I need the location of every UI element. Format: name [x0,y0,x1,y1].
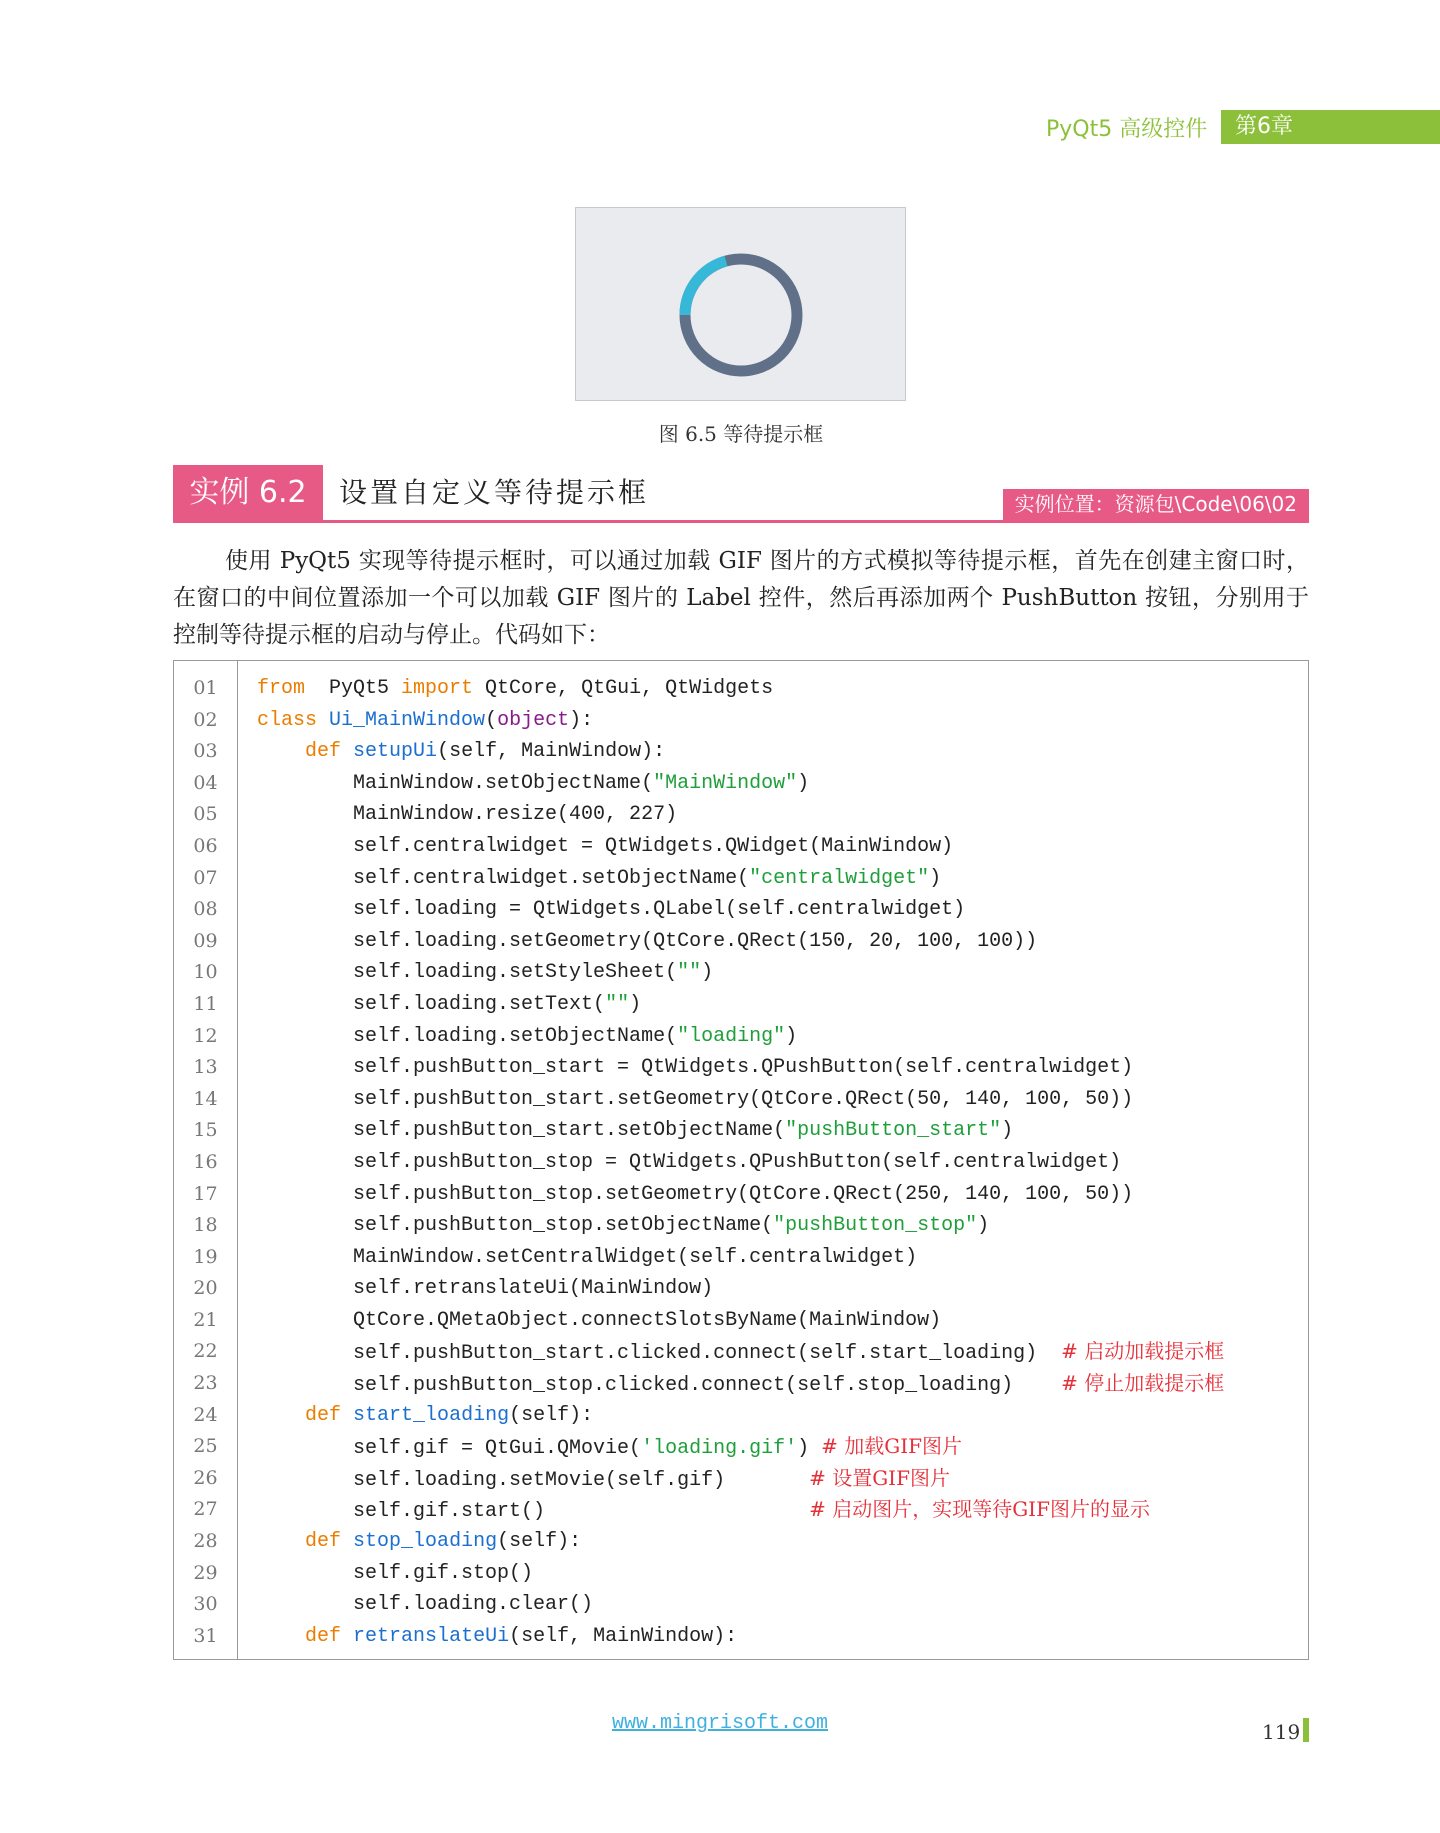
code-text [257,799,677,831]
code-token: class [257,708,318,732]
line-number: 15 [193,1119,218,1142]
code-text [257,1147,1121,1179]
code-line [174,1242,1308,1274]
code-text [257,1589,593,1621]
line-number: 30 [193,1593,218,1616]
code-token [257,1625,305,1648]
line-number: 01 [193,677,218,699]
code-token: from [257,677,306,700]
line-number: 26 [193,1466,218,1489]
code-text [257,863,941,895]
code-line [174,894,1308,926]
figure-caption: 图 6.5 等待提示框 [658,422,824,446]
section-title: 设置自定义等待提示框 [339,476,650,509]
code-text [257,673,773,705]
code-line [174,1463,1308,1495]
code-token: "pushButton_stop" [773,1214,978,1238]
code-text [257,1273,713,1305]
code-token: "MainWindow" [653,771,798,795]
loading-spinner-icon [576,208,907,402]
code-token: QtCore.QMetaObject.connectSlotsByName(MainWindow) [257,1308,942,1332]
code-text [257,1210,989,1242]
code-token [341,1404,353,1427]
code-line [174,705,1308,737]
line-number: 18 [193,1214,218,1237]
loading-figure [575,207,906,401]
page-marker [1303,1718,1309,1742]
line-number: 03 [193,740,218,763]
code-token: self.pushButton_stop.setGeometry(QtCore.QRect(250, 140, 100, 50)) [257,1182,1134,1206]
code-token: "centralwidget" [749,866,930,890]
code-line [174,1558,1308,1590]
code-line [174,673,1308,705]
code-text [257,1494,1150,1528]
code-text [257,1336,1224,1370]
code-token: (self, MainWindow): [437,740,666,764]
code-token: self.retranslateUi(MainWindow) [257,1277,714,1301]
code-token: def [305,740,342,764]
line-number: 13 [193,1056,218,1079]
line-number: 21 [193,1308,218,1331]
code-token: MainWindow.setCentralWidget(self.centralwidget) [257,1245,918,1269]
code-token: # 加载GIF图片 [821,1434,962,1459]
code-token [257,740,305,763]
line-number: 10 [193,961,218,984]
code-text [257,1021,797,1053]
code-text [257,1084,1133,1116]
code-text [257,894,965,926]
line-number: 16 [193,1150,218,1173]
line-number: 11 [193,992,218,1015]
code-token: self.gif.start() [257,1500,810,1524]
code-line [174,1305,1308,1337]
line-number: 05 [193,803,218,826]
code-token [341,1530,353,1553]
line-number: 06 [193,834,218,857]
code-token: ) [977,1214,990,1238]
code-token: def [305,1624,342,1648]
line-number: 12 [193,1024,218,1047]
code-token: (self): [497,1530,582,1554]
code-token: self.pushButton_stop = QtWidgets.QPushButton(self.centralwidget) [257,1150,1122,1174]
code-token [257,1530,305,1553]
code-token [257,1404,305,1427]
code-line [174,736,1308,768]
code-token: self.pushButton_start.setGeometry(QtCore.QRect(50, 140, 100, 50)) [257,1087,1134,1111]
line-number: 19 [193,1245,218,1268]
website-link[interactable]: www.mingrisoft.com [611,1712,829,1735]
code-line [174,1431,1308,1463]
line-number: 14 [193,1087,218,1110]
code-token: start_loading [353,1403,510,1427]
code-token: self.loading.setObjectName( [257,1024,678,1048]
code-line [174,926,1308,958]
code-token: # 设置GIF图片 [809,1465,950,1490]
code-token: (self): [509,1403,594,1427]
line-number: 07 [193,866,218,889]
code-line [174,1084,1308,1116]
code-token: "pushButton_start" [785,1119,1002,1143]
code-line [174,1210,1308,1242]
code-token: ) [785,1024,798,1048]
code-token: setupUi [353,740,438,764]
code-text [257,1558,533,1590]
code-token: self.pushButton_start = QtWidgets.QPushButton(self.centralwidget) [257,1056,1134,1080]
code-token: stop_loading [353,1530,498,1554]
code-token: QtCore, QtGui, QtWidgets [473,677,774,700]
code-line [174,1273,1308,1305]
line-number: 23 [193,1372,218,1395]
code-text [257,1179,1133,1211]
code-line [174,1400,1308,1432]
code-token [317,709,329,732]
line-number: 22 [193,1340,218,1363]
code-line [174,1336,1308,1368]
line-number: 04 [193,771,218,794]
line-number: 17 [193,1182,218,1205]
code-line [174,957,1308,989]
code-text [257,1242,917,1274]
code-token: object [497,708,570,732]
code-token: ): [569,708,594,732]
code-text [257,957,713,989]
code-token [341,740,353,763]
line-number: 08 [193,898,218,921]
code-line [174,1147,1308,1179]
code-token: self.loading.setMovie(self.gif) [257,1468,810,1492]
code-token: (self, MainWindow): [509,1624,738,1648]
code-text [257,1526,581,1558]
line-number: 09 [193,929,218,952]
chapter-title: PyQt5 高级控件 [1046,117,1208,142]
intro-paragraph: 使用 PyQt5 实现等待提示框时，可以通过加载 GIF 图片的方式模拟等待提示框，首先在创建主窗口时，在窗口的中间位置添加一个可以加载 GIF 图片的 Label 控件，然后再添加两个 PushButton 按钮，分别用于控制等待提示框的启动与停止。代码如下： [173,548,1309,648]
code-token: self.loading.setGeometry(QtCore.QRect(150, 20, 100, 100)) [257,929,1038,953]
line-number: 25 [193,1435,218,1458]
code-text [257,831,953,863]
code-token: self.pushButton_stop.setObjectName( [257,1214,774,1238]
line-number: 20 [193,1277,218,1300]
code-token: self.gif = QtGui.QMovie( [257,1437,642,1461]
code-token [341,1625,353,1648]
code-text [257,1400,593,1432]
code-text [257,768,809,800]
code-text [257,926,1037,958]
code-token: PyQt5 [305,677,402,700]
code-line [174,1494,1308,1526]
code-text [257,736,665,768]
section-number: 实例 6.2 [173,465,323,520]
footer [0,1712,1440,1735]
code-text [257,1621,737,1653]
code-token: self.loading = QtWidgets.QLabel(self.centralwidget) [257,898,966,922]
code-line [174,863,1308,895]
code-line [174,799,1308,831]
code-text [257,1115,1013,1147]
code-token: # 停止加载提示框 [1061,1371,1225,1396]
code-token: retranslateUi [353,1624,510,1648]
code-token: MainWindow.setObjectName( [257,771,654,795]
code-line [174,768,1308,800]
line-number: 31 [193,1624,218,1647]
code-token: self.pushButton_start.clicked.connect(self.start_loading) [257,1342,1062,1366]
code-listing [173,660,1309,1660]
code-token: self.gif.stop() [257,1561,534,1585]
code-line [174,1368,1308,1400]
code-line [174,1021,1308,1053]
code-token: def [305,1530,342,1554]
code-token: "" [677,961,702,985]
code-token: # 启动图片，实现等待GIF图片的显示 [809,1497,1150,1522]
code-token: ) [701,961,714,985]
code-token: self.loading.setStyleSheet( [257,961,678,985]
code-token: self.centralwidget = QtWidgets.QWidget(MainWindow) [257,834,954,858]
page-number: 119 [1262,1720,1301,1744]
code-token: self.centralwidget.setObjectName( [257,866,750,890]
line-number: 27 [193,1498,218,1521]
section-location: 实例位置：资源包\Code\06\02 [1003,489,1309,520]
code-line [174,1052,1308,1084]
code-token: self.loading.clear() [257,1593,594,1617]
code-token: 'loading.gif' [641,1437,798,1461]
code-text [257,989,641,1021]
code-text [257,1431,962,1465]
code-token: self.pushButton_stop.clicked.connect(self.stop_loading) [257,1374,1062,1398]
code-text [257,1052,1133,1084]
code-token: ) [797,771,810,795]
code-token: "loading" [677,1024,786,1048]
code-line [174,1179,1308,1211]
code-line [174,1115,1308,1147]
code-line [174,989,1308,1021]
code-token: ( [485,708,498,732]
code-line [174,831,1308,863]
code-text [257,1463,950,1497]
line-number: 28 [193,1530,218,1553]
code-text [257,1368,1224,1402]
code-token: # 启动加载提示框 [1061,1339,1225,1364]
code-token: Ui_MainWindow [329,708,486,732]
code-token: ) [629,992,642,1016]
code-token: MainWindow.resize(400, 227) [257,803,678,827]
code-text [257,705,593,737]
code-text [257,1305,941,1337]
line-number: 24 [193,1403,218,1426]
code-token: self.pushButton_start.setObjectName( [257,1119,786,1143]
code-line [174,1589,1308,1621]
code-token: import [401,677,474,700]
code-token: ) [797,1437,822,1461]
line-number: 29 [193,1561,218,1584]
code-line [174,1621,1308,1653]
code-token: "" [605,992,630,1016]
code-token: def [305,1403,342,1427]
line-number: 02 [193,708,218,731]
code-token: ) [1001,1119,1014,1143]
chapter-label: 第6章 [1221,110,1440,144]
section-header [173,465,1309,523]
code-line [174,1526,1308,1558]
code-token: self.loading.setText( [257,992,606,1016]
code-token: ) [929,866,942,890]
code-lines [174,673,1308,1652]
